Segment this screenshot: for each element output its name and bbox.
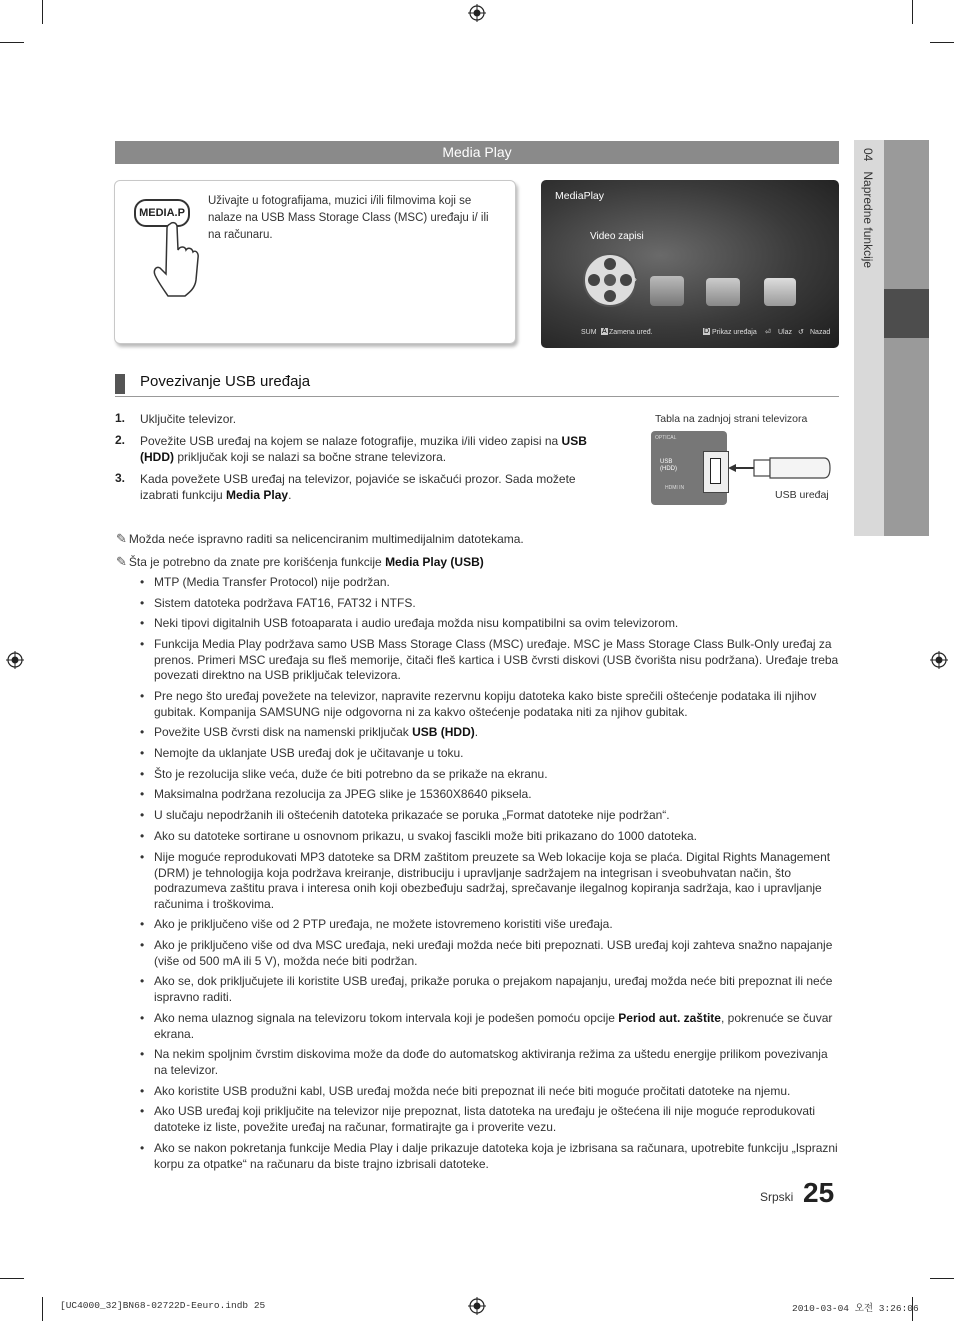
a-button-icon: A — [602, 328, 607, 335]
bullet-dot-icon: • — [140, 689, 145, 703]
bullet-text: Ako USB uređaj koji priključite na televizor nije prepoznat, lista datoteka na uređaju je oštećena ili nije moguće reprodukovati datoteke iz liste, povežite uređaj na računar, formatirajte ga i proverite vezu. — [154, 1104, 816, 1134]
d-button-icon: D — [704, 328, 710, 335]
bullet-text: Ako se nakon pokretanja funkcije Media Play i dalje prikazuje datoteka koja je izbrisana sa računara, upotrebite funkciju „Isprazni korpu za otpatke“ na računaru da biste trajno izbrisali datoteke. — [154, 1141, 838, 1171]
bullet-dot-icon: • — [140, 637, 145, 651]
bullet-item — [140, 938, 840, 969]
bullet-dot-icon: • — [140, 616, 145, 630]
crop-mark — [42, 1297, 43, 1321]
print-date: 2010-03-04 오전 3:26:06 — [792, 1303, 919, 1314]
bullet-item — [140, 787, 840, 803]
bullet-text: Nije moguće reprodukovati MP3 datoteke sa DRM zaštitom preuzete sa Web lokacije koja se plaća. Digital Rights Management (DRM) je tehnologija koja podržava kreiranje, distribuciju i upravljanje sadržajem na integrisan i sveobuhvatan način, što podrazumeva zaštitu prava i interesa onih koji obezbeđuju sadržaj, sprečavanje ilegalnog kopiranja sadržaja, kao i upravljanje računima i troškovima. — [154, 850, 831, 911]
crop-mark — [0, 42, 24, 43]
bullet-dot-icon: • — [140, 787, 145, 801]
usb-port-icon — [710, 458, 721, 484]
bullet-text: Neki tipovi digitalnih USB fotoaparata i audio uređaja možda nisu kompatibilni sa ovim televizorom. — [154, 616, 679, 630]
tv-change-label: Zamena uređ. — [609, 329, 653, 336]
tv-back-label: Nazad — [810, 329, 831, 336]
intro-text: Uživajte u fotografijama, muzici i/ili filmovima koji se nalaze na USB Mass Storage Class (MSC) uređaju i/ ili na računaru. — [208, 195, 489, 241]
bullet-text: U slučaju nepodržanih ili oštećenih datoteka prikazaće se poruka „Format datoteke nije podržan“. — [154, 808, 670, 822]
bullet-item — [140, 808, 840, 824]
tv-screen-title: MediaPlay — [555, 190, 605, 202]
bullet-dot-icon: • — [140, 974, 145, 988]
bullet-dot-icon: • — [140, 917, 145, 931]
bullet-text: Nemojte da uklanjate USB uređaj dok je učitavanje u toku. — [154, 746, 464, 760]
bullet-item — [140, 616, 840, 632]
tv-sum-label: SUM — [581, 329, 597, 336]
bullet-text: MTP (Media Transfer Protocol) nije podržan. — [154, 575, 390, 589]
photo-icon — [650, 276, 684, 306]
bullet-dot-icon: • — [140, 1104, 145, 1118]
bullet-dot-icon: • — [140, 808, 145, 822]
chapter-number: 04 — [861, 148, 875, 162]
tv-rear-panel — [651, 431, 727, 505]
bullet-item — [140, 596, 840, 612]
tv-bottom-bar — [545, 326, 835, 342]
usb-device-caption: USB uređaj — [775, 489, 829, 501]
step-number: 3. — [115, 471, 126, 485]
bullet-text: Ako se, dok priključujete ili koristite USB uređaj, prikaže poruka o prejakom napajanju, uređaj možda neće biti prepoznat ili neće ispravno raditi. — [154, 974, 833, 1004]
return-icon: ↺ — [798, 329, 804, 336]
note-item: ✎ Šta je potrebno da znate pre korišćenja funkcije Media Play (USB) — [116, 554, 484, 569]
language-label: Srpski — [760, 1190, 794, 1204]
bullet-text: Ako su datoteke sortirane u osnovnom prikazu, u svakoj fascikli može biti prikazano do 1000 datoteka. — [154, 829, 697, 843]
registration-mark-icon — [930, 651, 948, 669]
crop-mark — [0, 1278, 24, 1279]
bullet-dot-icon: • — [140, 938, 145, 952]
chapter-label — [861, 148, 875, 268]
bullet-text: Pre nego što uređaj povežete na televizor, napravite rezervnu kopiju datoteka kako biste sprečili oštećenje podataka ili njihov gubitak. Kompanija SAMSUNG nije odgovorna ni za kakvo oštećenje podataka niti za njihov gubitak. — [154, 689, 817, 719]
chapter-side-tab-edge — [884, 140, 929, 536]
bullet-item — [140, 917, 840, 933]
step-text: Uključite televizor. — [140, 412, 237, 426]
hdmi-port-label: HDMI IN — [665, 485, 685, 491]
bullet-dot-icon: • — [140, 1011, 145, 1025]
crop-mark — [42, 0, 43, 24]
bullet-item — [140, 850, 840, 912]
film-reel-icon — [580, 250, 640, 310]
bullet-text: Ako je priključeno više od 2 PTP uređaja, ne možete istovremeno koristiti više uređaja. — [154, 917, 613, 931]
bullet-item — [140, 725, 840, 741]
bullet-dot-icon: • — [140, 1084, 145, 1098]
bullet-dot-icon: • — [140, 767, 145, 781]
subsection-marker — [115, 374, 125, 394]
registration-mark-icon — [468, 4, 486, 22]
subsection-title: Povezivanje USB uređaja — [140, 373, 311, 390]
bullet-item — [140, 746, 840, 762]
crop-mark — [930, 42, 954, 43]
bullet-dot-icon: • — [140, 575, 145, 589]
bullet-text: Ako je priključeno više od dva MSC uređaja, neki uređaji možda neće biti prepoznati. USB uređaj koji zahteva snažno napajanje (više od 500 mA ili 5 V), možda neće biti podržan. — [154, 938, 833, 968]
crop-mark — [930, 1278, 954, 1279]
registration-mark-icon — [6, 651, 24, 669]
bullet-item — [140, 1047, 840, 1078]
step-number: 1. — [115, 411, 126, 425]
bullet-dot-icon: • — [140, 850, 145, 864]
section-title: Media Play — [115, 141, 839, 164]
bullet-item — [140, 1104, 840, 1135]
note-item: ✎ Možda neće ispravno raditi sa nelicenciranim multimedijalnim datotekama. — [116, 531, 524, 546]
crop-mark — [912, 0, 913, 24]
chapter-title: Napredne funkcije — [861, 171, 875, 269]
bullet-item — [140, 575, 840, 591]
note-pencil-icon: ✎ — [116, 531, 127, 546]
bullet-item — [140, 829, 840, 845]
subsection-divider — [115, 396, 839, 397]
usb-stick-icon — [728, 454, 832, 486]
bullet-item — [140, 974, 840, 1005]
step-number: 2. — [115, 433, 126, 447]
bullet-text: Na nekim spoljnim čvrstim diskovima može da dođe do automatskog aktiviranja režima za uštedu energije prilikom povezivanja na televizor. — [154, 1047, 828, 1077]
chapter-side-tab-marker — [884, 289, 929, 338]
enter-icon: ⏎ — [765, 329, 771, 336]
music-icon — [706, 278, 740, 306]
bullet-text: Što je rezolucija slike veća, duže će biti potrebno da se prikaže na ekranu. — [154, 767, 548, 781]
bullet-item — [140, 767, 840, 783]
bullet-item — [140, 1141, 840, 1172]
bullet-dot-icon: • — [140, 1141, 145, 1155]
step-text: Kada povežete USB uređaj na televizor, pojaviće se iskačući prozor. Sada možete izabrati funkciju Media Play. — [140, 472, 576, 502]
bullet-dot-icon: • — [140, 1047, 145, 1061]
bullet-dot-icon: • — [140, 829, 145, 843]
tv-enter-label: Ulaz — [778, 329, 793, 336]
bullet-dot-icon: • — [140, 725, 145, 739]
bullet-text: Funkcija Media Play podržava samo USB Mass Storage Class (MSC) uređaje. MSC je Mass Storage Class Bulk-Only uređaj za prenos. Primeri MSC uređaja su fleš memorije, čitači fleš kartica i USB čvrsti diskovi (USB čvorišta nisu podržana). Uređaje treba povezati direktno na USB priključak televizora. — [154, 637, 839, 683]
bullet-dot-icon: • — [140, 746, 145, 760]
note-pencil-icon: ✎ — [116, 554, 127, 569]
bullet-text: Maksimalna podržana rezolucija za JPEG slike je 15360X8640 piksela. — [154, 787, 532, 801]
bullet-item — [140, 689, 840, 720]
optical-port-label: OPTICAL — [655, 435, 677, 441]
registration-mark-icon — [468, 1297, 486, 1315]
tv-view-label: Prikaz uređaja — [712, 329, 757, 336]
page-number: 25 — [803, 1177, 835, 1208]
usb-port-label: USB (HDD) — [660, 459, 677, 472]
settings-icon — [764, 278, 796, 306]
bullet-item — [140, 1084, 840, 1100]
tv-selected-item: Video zapisi — [590, 231, 644, 242]
bullet-text: Ako nema ulaznog signala na televizoru tokom intervala koji je podešen pomoću opcije Period aut. zaštite, pokrenuće se čuvar ekrana. — [154, 1011, 833, 1041]
chevron-right-icon: › — [633, 272, 637, 286]
bullet-text: Sistem datoteka podržava FAT16, FAT32 i NTFS. — [154, 596, 416, 610]
bullet-item — [140, 637, 840, 684]
bullet-text: Ako koristite USB produžni kabl, USB uređaj možda neće biti prepoznat ili neće biti moguće pročitati datoteke na njemu. — [154, 1084, 791, 1098]
bullet-item — [140, 1011, 840, 1042]
diagram-caption: Tabla na zadnjoj strani televizora — [655, 413, 808, 425]
hand-pressing-icon — [150, 220, 202, 298]
bullet-dot-icon: • — [140, 596, 145, 610]
bullet-text: Povežite USB čvrsti disk na namenski priključak USB (HDD). — [154, 725, 479, 739]
print-file-info: [UC4000_32]BN68-02722D-Eeuro.indb 25 — [60, 1300, 266, 1311]
step-text: Povežite USB uređaj na kojem se nalaze fotografije, muzika i/ili video zapisi na USB (HDD) priključak koji se nalazi sa bočne strane televizora. — [140, 434, 587, 464]
media-p-button: MEDIA.P — [134, 199, 190, 227]
